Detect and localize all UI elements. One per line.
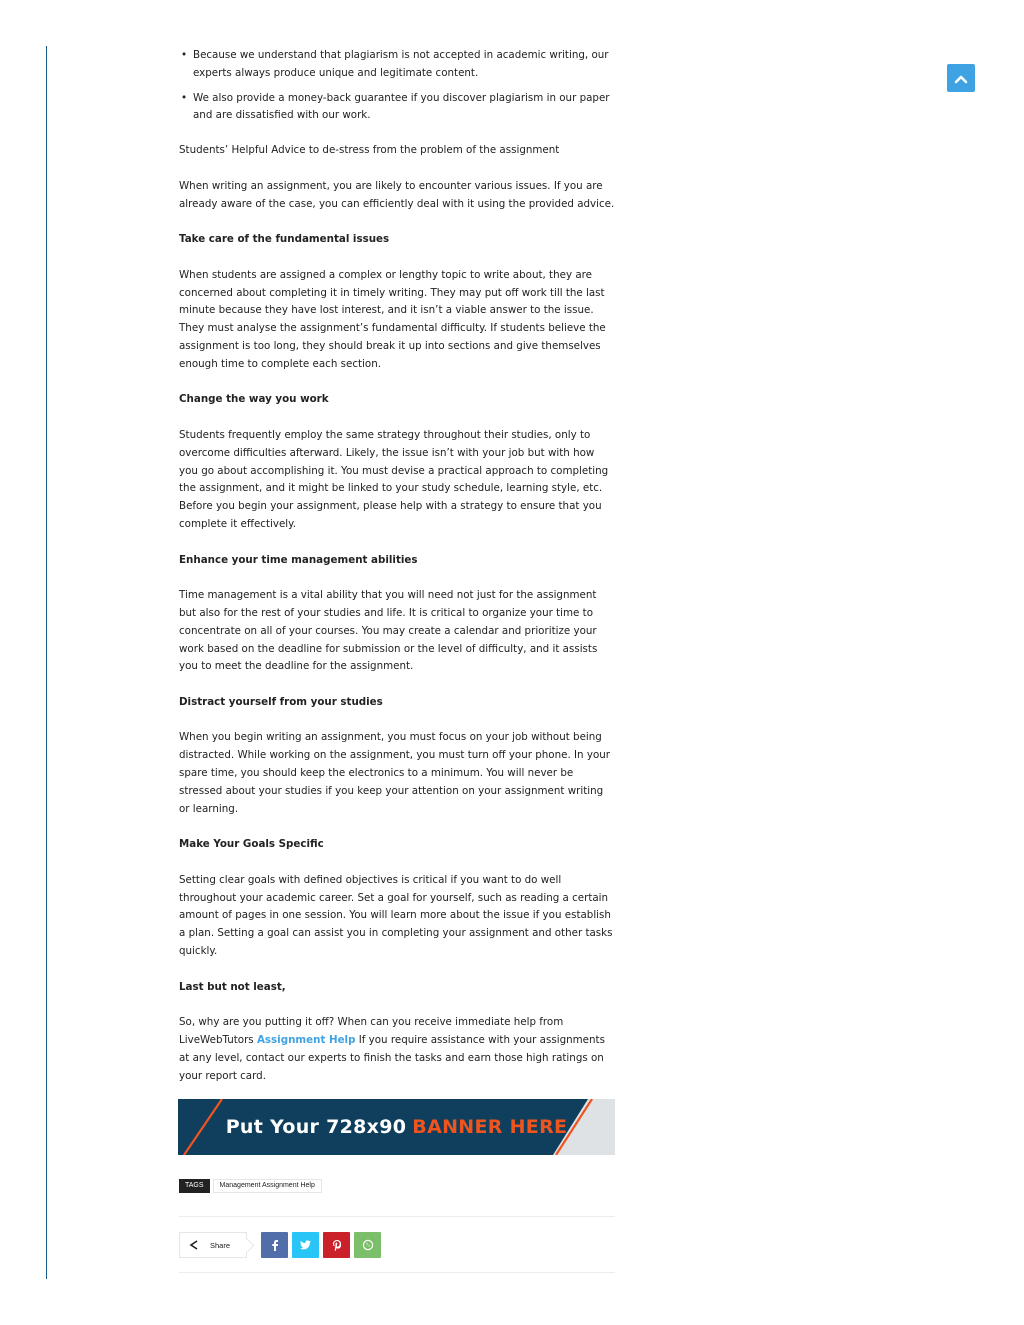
closing-text: So, why are you putting it off? When can you receive immediate help from LiveWebTutors	[179, 1016, 564, 1047]
banner-text-white: Put Your 728x90	[225, 1116, 407, 1138]
share-icon	[188, 1239, 200, 1251]
article-body	[179, 47, 615, 1085]
pinterest-share-button[interactable]	[323, 1232, 350, 1258]
list-item: • Because we understand that plagiarism is not accepted in academic writing, our experts always produce unique and legitimate content.	[179, 47, 615, 83]
section-paragraph: When students are assigned a complex or lengthy topic to write about, they are concerned about completing it in timely writing. They may put off work till the last minute because they have lost interest, and it isn’t a viable answer to the issue. They must analyse the assignment’s fundamental difficulty. If students believe the assignment is too long, they should break it up into sections and give themselves enough time to complete each section.	[179, 268, 606, 370]
facebook-icon	[271, 1239, 279, 1251]
twitter-share-button[interactable]	[292, 1232, 319, 1258]
list-item: • We also provide a money-back guarantee if you discover plagiarism in our paper and are dissatisfied with our work.	[179, 90, 615, 126]
section-heading: Take care of the fundamental issues	[179, 233, 390, 246]
facebook-share-button[interactable]	[261, 1232, 288, 1258]
chevron-up-icon	[954, 69, 968, 88]
section-heading: Make Your Goals Specific	[179, 838, 324, 851]
section-heading: Last but not least,	[179, 980, 286, 993]
scroll-to-top-button[interactable]	[947, 64, 975, 92]
section-heading: Change the way you work	[179, 393, 329, 406]
section-paragraph: Time management is a vital ability that you will need not just for the assignment but also for the rest of your studies and life. It is critical to organize your time to concentrate on all of your courses. You may create a calendar and prioritize your work based on the deadline for submission or the level of difficulty, and it assists you to meet the deadline for the assignment.	[179, 589, 598, 673]
section-paragraph: When you begin writing an assignment, you must focus on your job without being distracted. While working on the assignment, you must turn off your phone. In your spare time, you should keep the electronics to a minimum. You will never be stressed about your studies if you keep your attention on your assignment writing or learning.	[179, 731, 611, 815]
banner-text-orange: BANNER HERE	[412, 1116, 568, 1138]
banner-text	[178, 1099, 615, 1155]
section-heading: Enhance your time management abilities	[179, 553, 418, 566]
divider	[179, 1216, 615, 1217]
section-paragraph: Setting clear goals with defined objectives is critical if you want to do well throughout your academic career. Set a goal for yourself, such as reading a certain amount of pages in one session. You will learn more about the issue if you establish a plan. Setting a goal can assist you in completing your assignment and other tasks quickly.	[179, 873, 613, 958]
divider	[179, 1272, 615, 1273]
section-heading: Distract yourself from your studies	[179, 695, 383, 708]
share-label: Share	[210, 1240, 231, 1250]
left-border-line	[46, 46, 47, 1279]
tags-row	[179, 1179, 322, 1193]
whatsapp-icon	[362, 1239, 374, 1251]
pinterest-icon	[333, 1240, 341, 1251]
tags-label: TAGS	[179, 1179, 210, 1193]
whatsapp-share-button[interactable]	[354, 1232, 381, 1258]
closing-paragraph	[179, 1014, 615, 1085]
section-paragraph: Students frequently employ the same strategy throughout their studies, only to overcome difficulties afterward. Likely, the issue isn’t with your job but with how you go about accomplishing it. You must devise a practical approach to completing the assignment, and it might be linked to your study schedule, learning style, etc. Before you begin your assignment, please help with a strategy to ensure that you complete it effectively.	[179, 428, 609, 530]
twitter-icon	[300, 1240, 311, 1250]
share-button[interactable]	[179, 1232, 247, 1258]
assignment-help-link[interactable]: Assignment Help	[256, 1034, 356, 1047]
ad-banner[interactable]	[178, 1099, 615, 1155]
feature-list	[179, 47, 615, 125]
share-arrow-tip	[239, 1238, 255, 1254]
share-bar	[179, 1232, 381, 1258]
article-intro: Students’ Helpful Advice to de-stress from the problem of the assignment	[179, 144, 560, 157]
article-paragraph: When writing an assignment, you are likely to encounter various issues. If you are already aware of the case, you can efficiently deal with it using the provided advice.	[179, 179, 615, 210]
closing-text: If you require assistance with your assignments at any level, contact our experts to finish the tasks and earn those high ratings on your report card.	[179, 1034, 605, 1082]
tag-link[interactable]: Management Assignment Help	[213, 1179, 322, 1193]
